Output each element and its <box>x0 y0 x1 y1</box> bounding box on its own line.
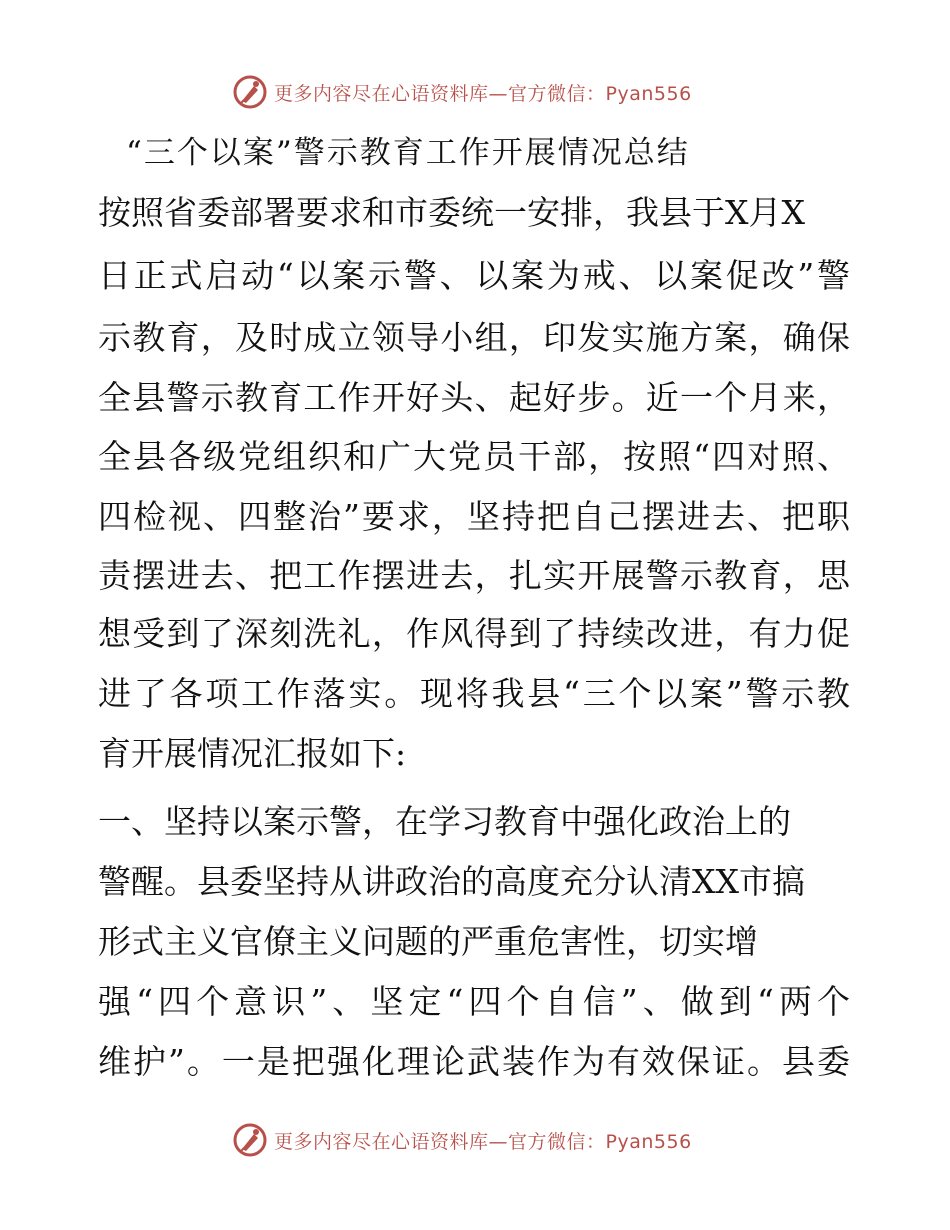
text-line: 按照省委部署要求和市委统一安排，我县于X月X <box>98 193 805 232</box>
watermark-header <box>232 70 752 114</box>
text-line: 强“四个意识”、坚定“四个自信”、做到“两个 <box>98 982 850 1021</box>
pen-nib-logo-icon <box>232 74 268 110</box>
text-line: 责摆进去、把工作摆进去，扎实开展警示教育，思 <box>98 556 850 595</box>
document-title: “三个以案”警示教育工作开展情况总结 <box>126 135 690 171</box>
text-line: 示教育，及时成立领导小组，印发实施方案，确保 <box>98 318 850 357</box>
text-line: 全县警示教育工作开好头、起好步。近一个月来， <box>98 378 850 417</box>
text-line: 日正式启动“以案示警、以案为戒、以案促改”警 <box>98 256 850 295</box>
pen-nib-logo-icon <box>232 1122 268 1158</box>
watermark-text: 更多内容尽在心语资料库—官方微信：Pyan556 <box>274 1130 692 1153</box>
text-line: 全县各级党组织和广大党员干部，按照“四对照、 <box>98 437 850 476</box>
text-line: 想受到了深刻洗礼，作风得到了持续改进，有力促 <box>98 614 850 653</box>
text-line: 四检视、四整治”要求，坚持把自己摆进去、把职 <box>98 497 850 536</box>
text-line: 育开展情况汇报如下: <box>98 734 407 773</box>
watermark-footer <box>232 1118 752 1162</box>
text-line: 形式主义官僚主义问题的严重危害性，切实增 <box>98 922 758 961</box>
watermark-text: 更多内容尽在心语资料库—官方微信：Pyan556 <box>274 82 692 105</box>
text-line: 警醒。县委坚持从讲政治的高度充分认清XX市搞 <box>98 862 805 901</box>
text-line: 一、坚持以案示警，在学习教育中强化政治上的 <box>98 802 791 841</box>
text-line: 进了各项工作落实。现将我县“三个以案”警示教 <box>98 674 850 713</box>
text-line: 维护”。一是把强化理论武装作为有效保证。县委 <box>98 1042 850 1081</box>
